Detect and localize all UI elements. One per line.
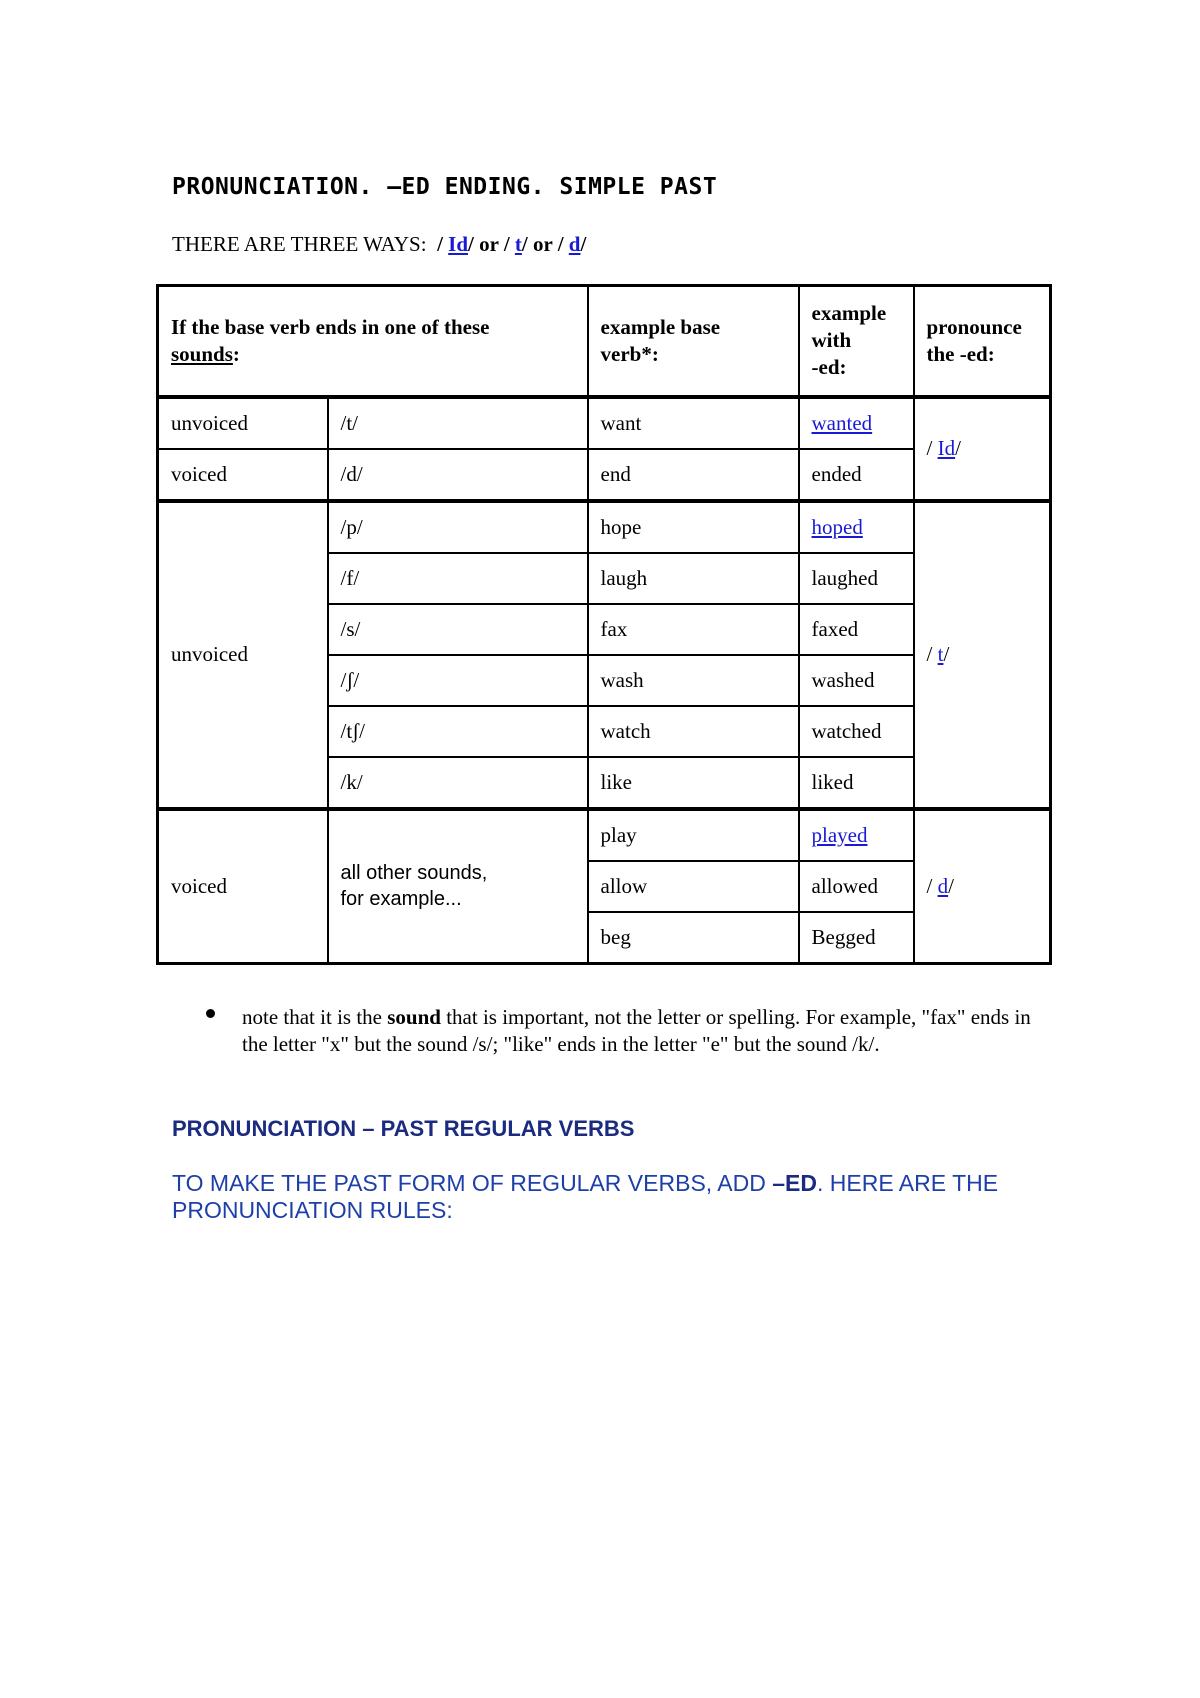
base-verb-cell: laugh bbox=[588, 553, 799, 604]
rules-text-post: . HERE ARE THE PRONUNCIATION RULES: bbox=[172, 1170, 999, 1223]
category-cell: unvoiced bbox=[158, 397, 328, 449]
base-verb-cell: wash bbox=[588, 655, 799, 706]
ed-form-link[interactable]: played bbox=[811, 822, 868, 847]
base-verb-cell: hope bbox=[588, 501, 799, 553]
pronunciation-table bbox=[156, 284, 1052, 965]
sound-cell: /t/ bbox=[328, 397, 588, 449]
ed-form-cell: laughed bbox=[799, 553, 914, 604]
slash: / bbox=[580, 232, 587, 256]
ed-form-cell: allowed bbox=[799, 861, 914, 912]
rules-text-pre: TO MAKE THE PAST FORM OF REGULAR VERBS, ADD bbox=[172, 1170, 773, 1196]
ed-form-link[interactable]: hoped bbox=[811, 514, 863, 539]
ed-form-cell: washed bbox=[799, 655, 914, 706]
pronounce-cell-t: / t/ bbox=[914, 501, 1051, 809]
slash: / bbox=[503, 232, 510, 256]
sound-cell: /ʃ/ bbox=[328, 655, 588, 706]
header-sounds-line1: If the base verb ends in one of these bbox=[171, 314, 490, 339]
bullet-icon bbox=[206, 1009, 215, 1018]
header-with-ed bbox=[799, 286, 914, 397]
base-verb-cell: fax bbox=[588, 604, 799, 655]
three-ways-label: THERE ARE THREE WAYS: bbox=[172, 232, 427, 256]
slash: / bbox=[557, 232, 564, 256]
or-text: or bbox=[479, 232, 499, 256]
note-paragraph bbox=[242, 1004, 1032, 1058]
pronounce-link-d[interactable]: d bbox=[937, 873, 949, 898]
base-verb-cell: watch bbox=[588, 706, 799, 757]
pronounce-cell-d: / d/ bbox=[914, 809, 1051, 964]
rules-paragraph bbox=[172, 1170, 1032, 1224]
pronounce-link-id[interactable]: Id bbox=[937, 436, 956, 460]
table-row bbox=[158, 397, 1051, 449]
base-verb-cell: allow bbox=[588, 861, 799, 912]
table-row bbox=[158, 501, 1051, 553]
three-ways-line bbox=[172, 232, 586, 257]
header-with-line1: example bbox=[811, 301, 887, 326]
base-verb-cell: want bbox=[588, 397, 799, 449]
header-with-line2: with bbox=[811, 328, 852, 353]
ways-link-id[interactable]: Id bbox=[448, 232, 469, 256]
pronounce-cell-id: / Id/ bbox=[914, 397, 1051, 501]
slash: / bbox=[521, 232, 528, 256]
slash: / bbox=[437, 232, 443, 256]
base-verb-cell: end bbox=[588, 449, 799, 501]
sound-cell: /p/ bbox=[328, 501, 588, 553]
header-colon: : bbox=[232, 341, 240, 366]
or-text: or bbox=[533, 232, 553, 256]
ed-form-cell: faxed bbox=[799, 604, 914, 655]
rules-text-bold: –ED bbox=[772, 1170, 817, 1196]
ed-form-cell bbox=[799, 397, 914, 449]
sound-cell-other bbox=[328, 809, 588, 964]
sound-cell: /s/ bbox=[328, 604, 588, 655]
base-verb-cell: play bbox=[588, 809, 799, 861]
sound-cell: /tʃ/ bbox=[328, 706, 588, 757]
note-text-bold: sound bbox=[387, 1005, 441, 1029]
sound-cell: /d/ bbox=[328, 449, 588, 501]
header-pron-line1: pronounce bbox=[926, 314, 1022, 339]
ed-form-link[interactable]: wanted bbox=[811, 410, 873, 435]
base-verb-cell: beg bbox=[588, 912, 799, 964]
ways-link-t[interactable]: t bbox=[514, 232, 522, 256]
page-title: PRONUNCIATION. –ED ENDING. SIMPLE PAST bbox=[172, 174, 718, 200]
header-base-line1: example base bbox=[600, 314, 721, 339]
category-cell: voiced bbox=[158, 449, 328, 501]
note-text-post: that is important, not the letter or spelling. For example, "fax" ends in the letter "x" but the sound /s/; "like" ends in the letter "e" but the sound /k/. bbox=[242, 1005, 1031, 1056]
other-sounds-line1: all other sounds, bbox=[340, 862, 488, 884]
ed-form-cell: ended bbox=[799, 449, 914, 501]
ed-form-cell: liked bbox=[799, 757, 914, 809]
sound-cell: /k/ bbox=[328, 757, 588, 809]
ed-form-cell bbox=[799, 809, 914, 861]
other-sounds-line2: for example... bbox=[340, 888, 462, 910]
ed-form-cell: Begged bbox=[799, 912, 914, 964]
note-text-pre: note that it is the bbox=[242, 1005, 388, 1029]
table-row bbox=[158, 809, 1051, 861]
table-header-row bbox=[158, 286, 1051, 397]
ways-link-d[interactable]: d bbox=[568, 232, 581, 256]
header-sounds-line2: sounds bbox=[171, 341, 233, 366]
header-base-line2: verb*: bbox=[600, 341, 659, 366]
category-cell: unvoiced bbox=[158, 501, 328, 809]
sound-cell: /f/ bbox=[328, 553, 588, 604]
ed-form-cell bbox=[799, 501, 914, 553]
header-pronounce bbox=[914, 286, 1051, 397]
ed-form-cell: watched bbox=[799, 706, 914, 757]
category-cell: voiced bbox=[158, 809, 328, 964]
header-pron-line2: the -ed: bbox=[926, 341, 995, 366]
header-with-line3: -ed: bbox=[811, 355, 847, 380]
base-verb-cell: like bbox=[588, 757, 799, 809]
header-sounds bbox=[158, 286, 588, 397]
section-heading: PRONUNCIATION – PAST REGULAR VERBS bbox=[172, 1116, 635, 1141]
header-base-verb bbox=[588, 286, 799, 397]
slash: / bbox=[468, 232, 474, 256]
pronounce-link-t[interactable]: t bbox=[937, 642, 944, 666]
